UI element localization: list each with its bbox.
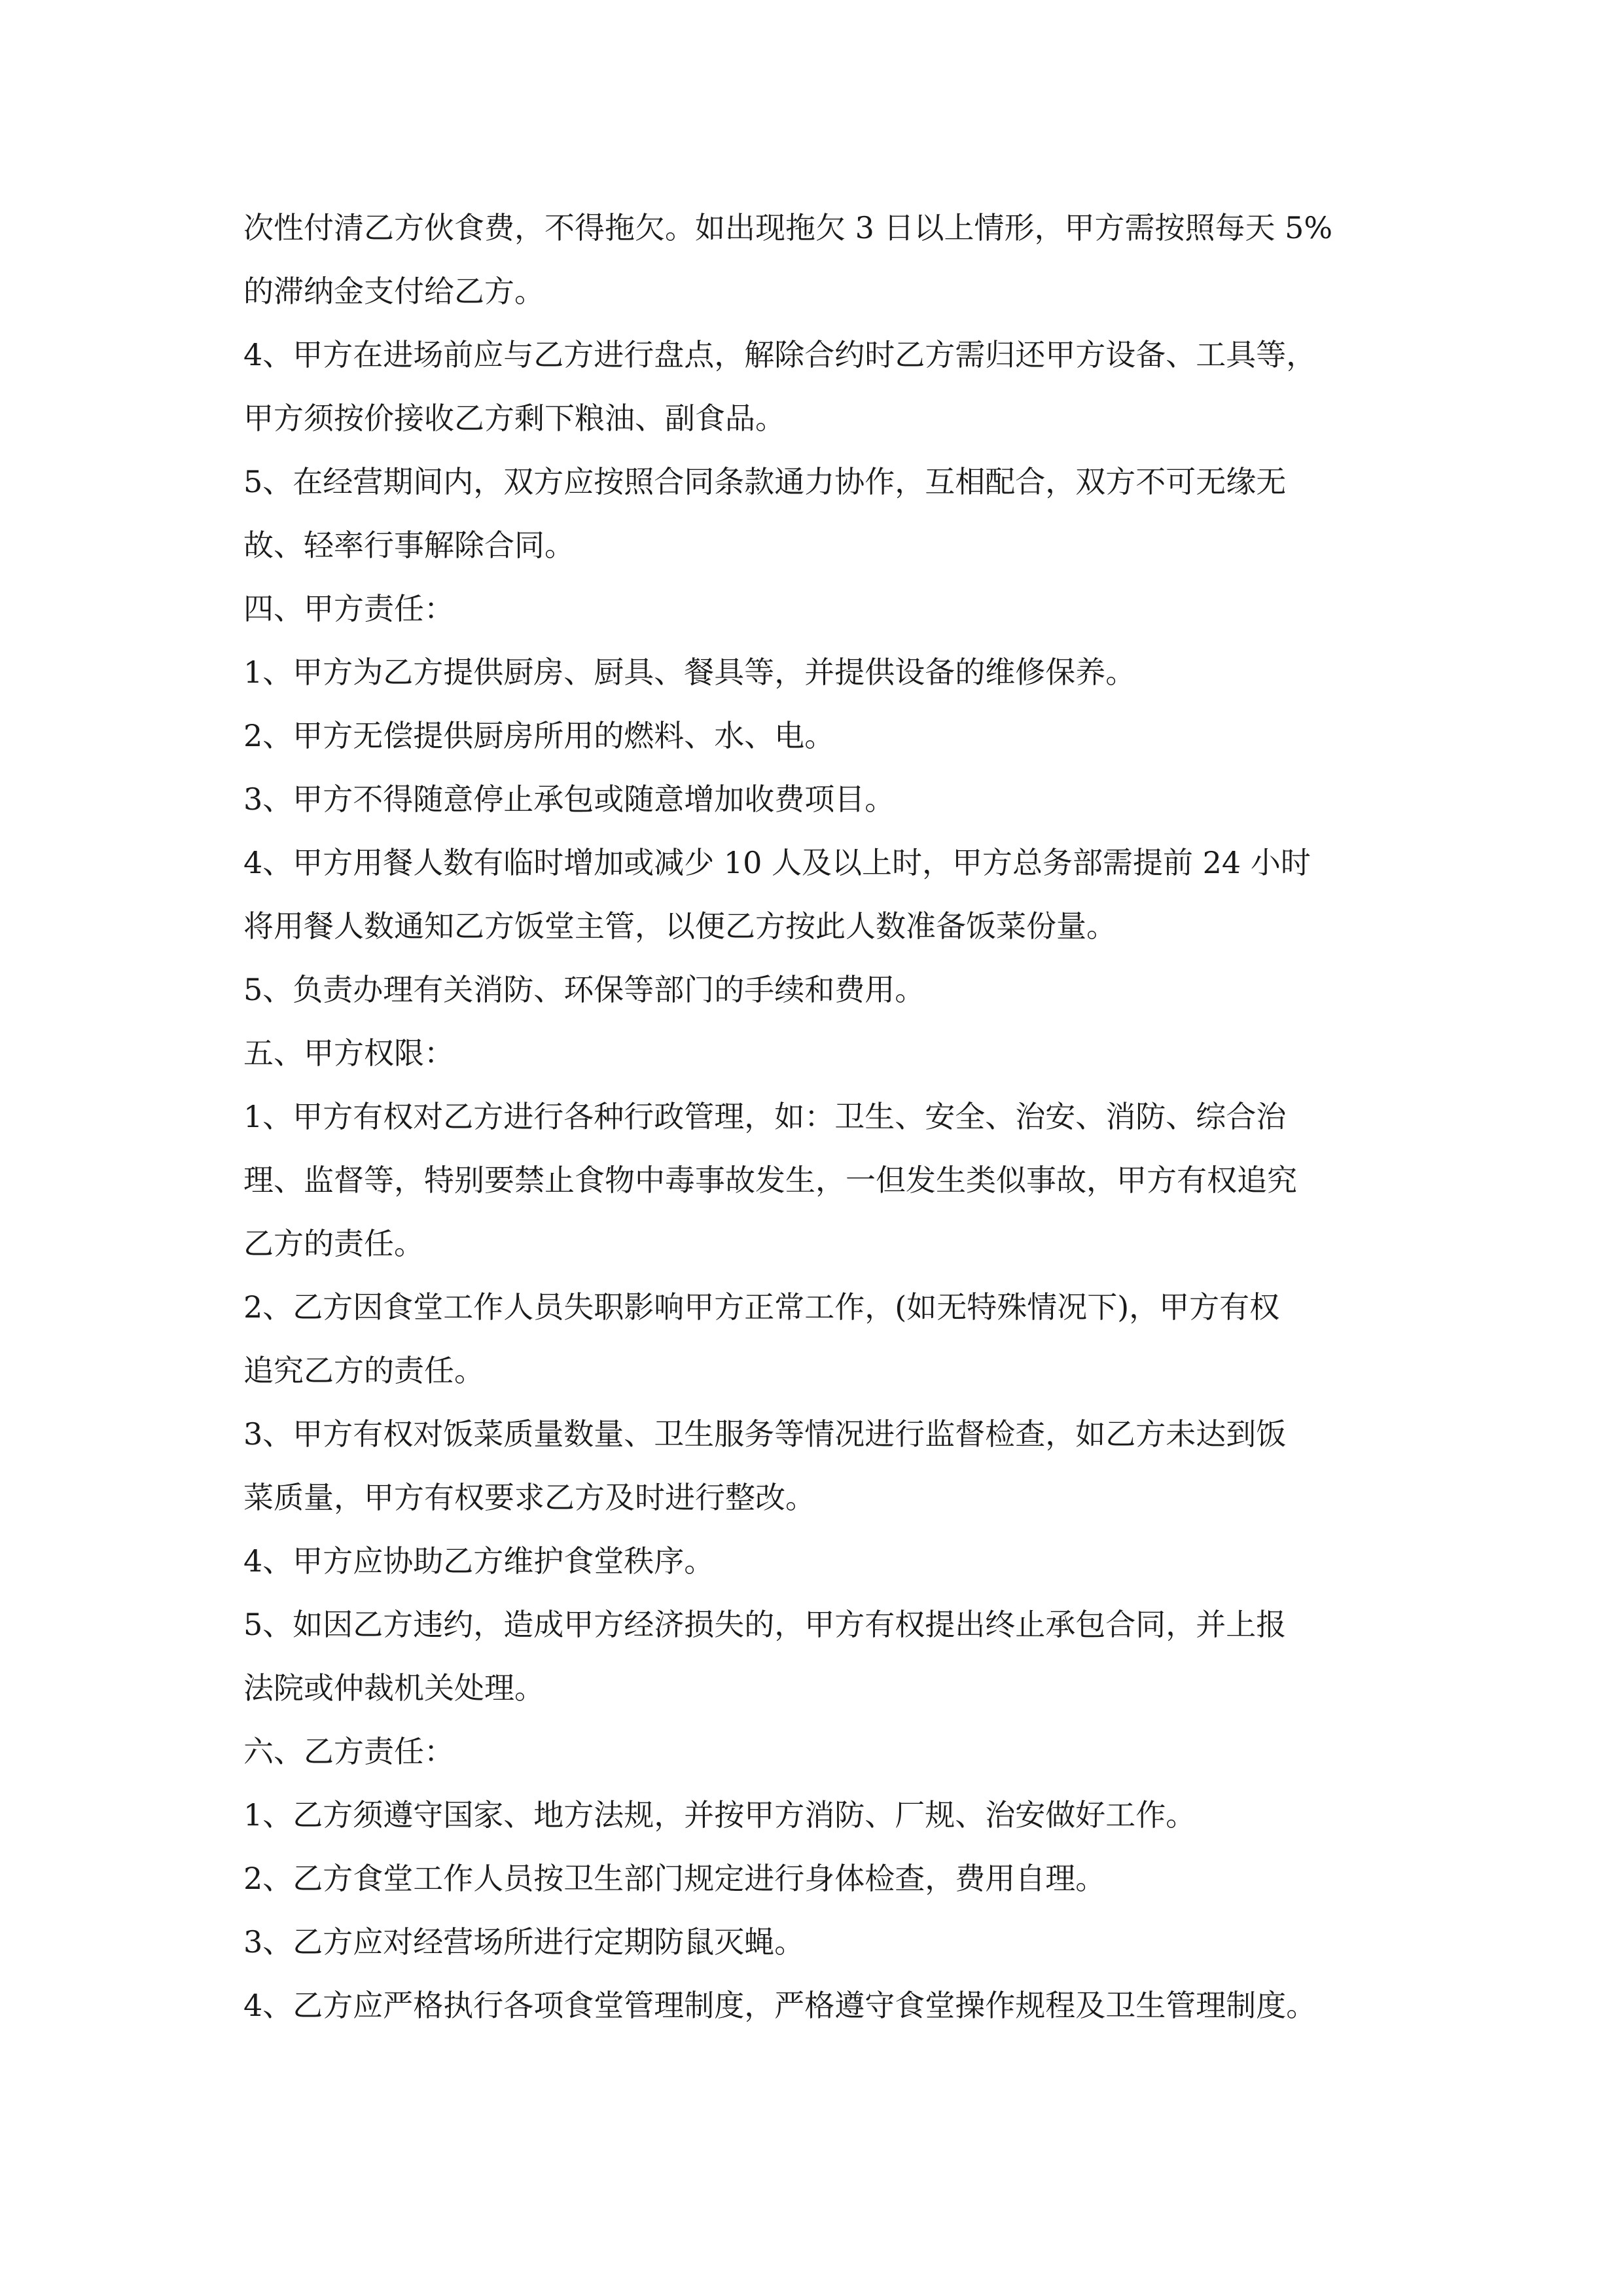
section-heading: 五、甲方权限： [243,1035,454,1071]
text-line: 4、甲方用餐人数有临时增加或减少 10 人及以上时，甲方总务部需提前 24 小时 [243,845,1311,880]
text-line: 2、甲方无偿提供厨房所用的燃料、水、电。 [243,718,835,753]
text-line: 5、如因乙方违约，造成甲方经济损失的，甲方有权提出终止承包合同，并上报 [243,1607,1287,1642]
text-line: 乙方的责任。 [243,1226,424,1261]
text-line: 4、甲方应协助乙方维护食堂秩序。 [243,1543,715,1579]
text-line: 2、乙方食堂工作人员按卫生部门规定进行身体检查，费用自理。 [243,1861,1106,1896]
text-line: 将用餐人数通知乙方饭堂主管，以便乙方按此人数准备饭菜份量。 [243,908,1116,944]
document-body [243,196,1389,2037]
text-line: 1、甲方有权对乙方进行各种行政管理，如：卫生、安全、治安、消防、综合治 [243,1099,1287,1134]
text-line: 2、乙方因食堂工作人员失职影响甲方正常工作，(如无特殊情况下)，甲方有权 [243,1289,1280,1325]
text-line: 追究乙方的责任。 [243,1353,484,1388]
text-line: 3、甲方不得随意停止承包或随意增加收费项目。 [243,781,895,817]
text-line: 甲方须按价接收乙方剩下粮油、副食品。 [243,401,785,436]
text-line: 3、甲方有权对饭菜质量数量、卫生服务等情况进行监督检查，如乙方未达到饭 [243,1416,1287,1452]
text-line: 1、甲方为乙方提供厨房、厨具、餐具等，并提供设备的维修保养。 [243,655,1136,690]
text-line: 理、监督等，特别要禁止食物中毒事故发生，一但发生类似事故，甲方有权追究 [243,1162,1297,1198]
text-line: 4、甲方在进场前应与乙方进行盘点，解除合约时乙方需归还甲方设备、工具等， [243,337,1317,372]
section-heading: 四、甲方责任： [243,591,454,626]
text-line: 次性付清乙方伙食费，不得拖欠。如出现拖欠 3 日以上情形，甲方需按照每天 5% [243,210,1333,245]
text-line: 法院或仲裁机关处理。 [243,1670,544,1706]
text-line: 5、负责办理有关消防、环保等部门的手续和费用。 [243,972,925,1007]
text-line: 4、乙方应严格执行各项食堂管理制度，严格遵守食堂操作规程及卫生管理制度。 [243,1988,1317,2023]
text-line: 1、乙方须遵守国家、地方法规，并按甲方消防、厂规、治安做好工作。 [243,1797,1196,1833]
section-heading: 六、乙方责任： [243,1734,454,1769]
text-line: 3、乙方应对经营场所进行定期防鼠灭蝇。 [243,1924,805,1960]
text-line: 故、轻率行事解除合同。 [243,528,575,563]
text-line: 5、在经营期间内，双方应按照合同条款通力协作，互相配合，双方不可无缘无 [243,464,1287,499]
text-line: 菜质量，甲方有权要求乙方及时进行整改。 [243,1480,815,1515]
text-line: 的滞纳金支付给乙方。 [243,274,544,309]
